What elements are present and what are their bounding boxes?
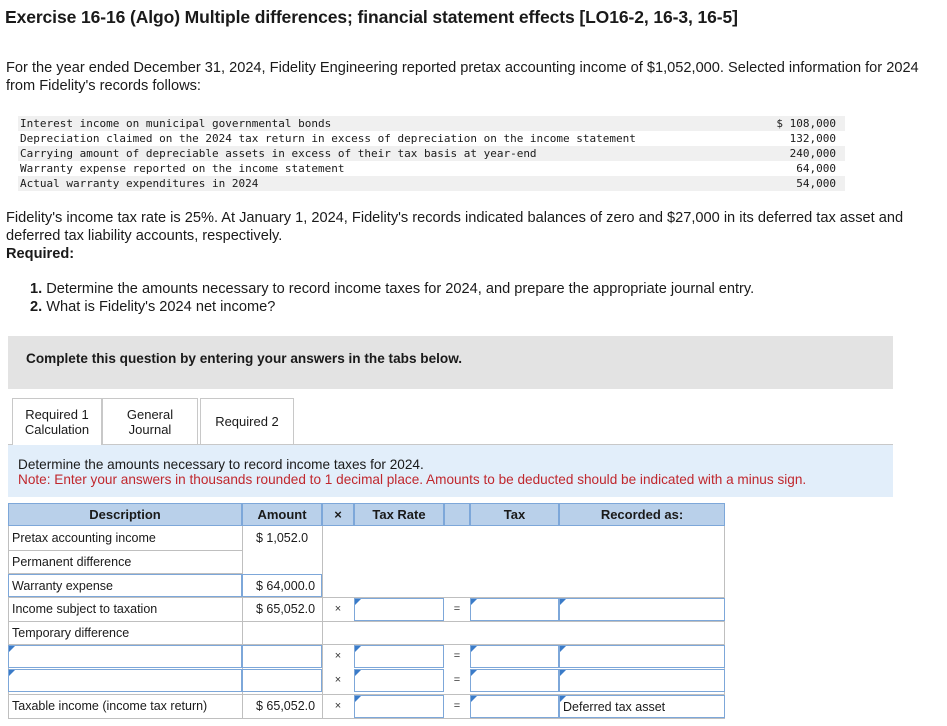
- info-label: Warranty expense reported on the income statement: [20, 162, 345, 175]
- amount-pretax: $ 1,052.0: [256, 531, 309, 545]
- row-label-warranty: Warranty expense: [12, 579, 113, 593]
- info-label: Actual warranty expenditures in 2024: [20, 177, 259, 190]
- header-tax: Tax: [470, 503, 559, 526]
- times-symbol: ×: [334, 650, 342, 662]
- requirement-number: 1.: [30, 281, 43, 297]
- equals-symbol: =: [453, 674, 461, 686]
- times-symbol: ×: [334, 674, 342, 686]
- tab-label-line2: Calculation: [24, 422, 90, 437]
- tab-label-line1: Required 2: [215, 414, 279, 429]
- info-amount: 54,000: [796, 177, 836, 190]
- row-label-temporary: Temporary difference: [12, 626, 130, 640]
- tax-rate-paragraph: Fidelity's income tax rate is 25%. At January 1, 2024, Fidelity's records indicated balances of zero and $27,000 in its deferred tax asset and deferred tax liability accounts, respectively.: [6, 210, 904, 244]
- tab-general-journal[interactable]: [102, 398, 198, 445]
- instruction-panel: [8, 444, 893, 497]
- info-row: [18, 176, 845, 191]
- tax-rate-input-1[interactable]: [354, 645, 444, 668]
- amount-input-2[interactable]: [242, 669, 322, 692]
- equals-symbol: =: [453, 700, 461, 712]
- tax-rate-input-subject[interactable]: [354, 598, 444, 621]
- equals-symbol: =: [453, 650, 461, 662]
- recorded-as-value-taxable: Deferred tax asset: [563, 700, 666, 714]
- tab-required-1-calculation[interactable]: [12, 398, 102, 445]
- info-amount: 132,000: [789, 132, 836, 145]
- requirement-item: [30, 298, 754, 316]
- info-row: [18, 161, 845, 176]
- recorded-as-select-1[interactable]: [559, 645, 725, 668]
- header-times: ×: [322, 503, 354, 526]
- amount-subject: $ 65,052.0: [256, 602, 316, 616]
- panel-note: Note: Enter your answers in thousands rounded to 1 decimal place. Amounts to be deducted should be indicated with a minus sign.: [18, 472, 807, 487]
- complete-prompt: Complete this question by entering your answers in the tabs below.: [26, 351, 463, 366]
- info-row: [18, 116, 845, 131]
- equals-symbol: =: [453, 603, 461, 615]
- header-amount: Amount: [242, 503, 322, 526]
- info-table: [18, 116, 845, 191]
- tax-rate-input-2[interactable]: [354, 669, 444, 692]
- info-amount: 64,000: [796, 162, 836, 175]
- description-select-2[interactable]: [8, 669, 242, 692]
- tax-rate-input-taxable[interactable]: [354, 695, 444, 718]
- complete-banner: [8, 336, 893, 389]
- row-label-permanent: Permanent difference: [12, 555, 132, 569]
- times-symbol: ×: [334, 700, 342, 712]
- row-label-pretax: Pretax accounting income: [12, 531, 156, 545]
- times-symbol: ×: [334, 603, 342, 615]
- intro-paragraph: For the year ended December 31, 2024, Fidelity Engineering reported pretax accounting income of $1,052,000. Selected information for 2024 from Fidelity's records follows:: [6, 60, 919, 94]
- header-tax-rate: Tax Rate: [354, 503, 444, 526]
- header-description: Description: [8, 503, 242, 526]
- header-recorded-as: Recorded as:: [559, 503, 725, 526]
- amount-input-1[interactable]: [242, 645, 322, 668]
- tax-input-subject[interactable]: [470, 598, 559, 621]
- tax-input-2[interactable]: [470, 669, 559, 692]
- info-label: Carrying amount of depreciable assets in excess of their tax basis at year-end: [20, 147, 537, 160]
- tab-label-line2: Journal: [128, 421, 172, 437]
- grid-line: [8, 718, 725, 719]
- requirement-item: [30, 280, 754, 298]
- tax-input-1[interactable]: [470, 645, 559, 668]
- info-row: [18, 146, 845, 161]
- header-equals: [444, 503, 470, 526]
- grid-line: [322, 526, 323, 718]
- panel-question: Determine the amounts necessary to record income taxes for 2024.: [18, 457, 424, 472]
- info-amount: $ 108,000: [776, 117, 836, 130]
- amount-taxable: $ 65,052.0: [256, 699, 316, 713]
- tax-input-taxable[interactable]: [470, 695, 559, 718]
- amount-warranty: $ 64,000.0: [256, 579, 316, 593]
- requirement-number: 2.: [30, 299, 43, 315]
- tab-label-line1: General: [126, 406, 174, 422]
- recorded-as-select-subject[interactable]: [559, 598, 725, 621]
- requirements-list: [30, 280, 754, 316]
- row-label-taxable: Taxable income (income tax return): [12, 699, 208, 713]
- recorded-as-select-2[interactable]: [559, 669, 725, 692]
- tab-label-line1: Required 1: [25, 407, 89, 422]
- page-title: Exercise 16-16 (Algo) Multiple differences; financial statement effects [LO16-2, 16-3, 16-5]: [5, 7, 738, 27]
- required-heading: Required:: [6, 246, 75, 262]
- requirement-text: Determine the amounts necessary to record income taxes for 2024, and prepare the appropriate journal entry.: [46, 281, 755, 297]
- requirement-text: What is Fidelity's 2024 net income?: [46, 299, 276, 315]
- description-select-1[interactable]: [8, 645, 242, 668]
- tab-required-2[interactable]: [200, 398, 294, 445]
- info-row: [18, 131, 845, 146]
- info-label: Depreciation claimed on the 2024 tax return in excess of depreciation on the income statement: [20, 132, 636, 145]
- row-label-subject: Income subject to taxation: [12, 602, 158, 616]
- info-amount: 240,000: [789, 147, 836, 160]
- info-label: Interest income on municipal governmental bonds: [20, 117, 332, 130]
